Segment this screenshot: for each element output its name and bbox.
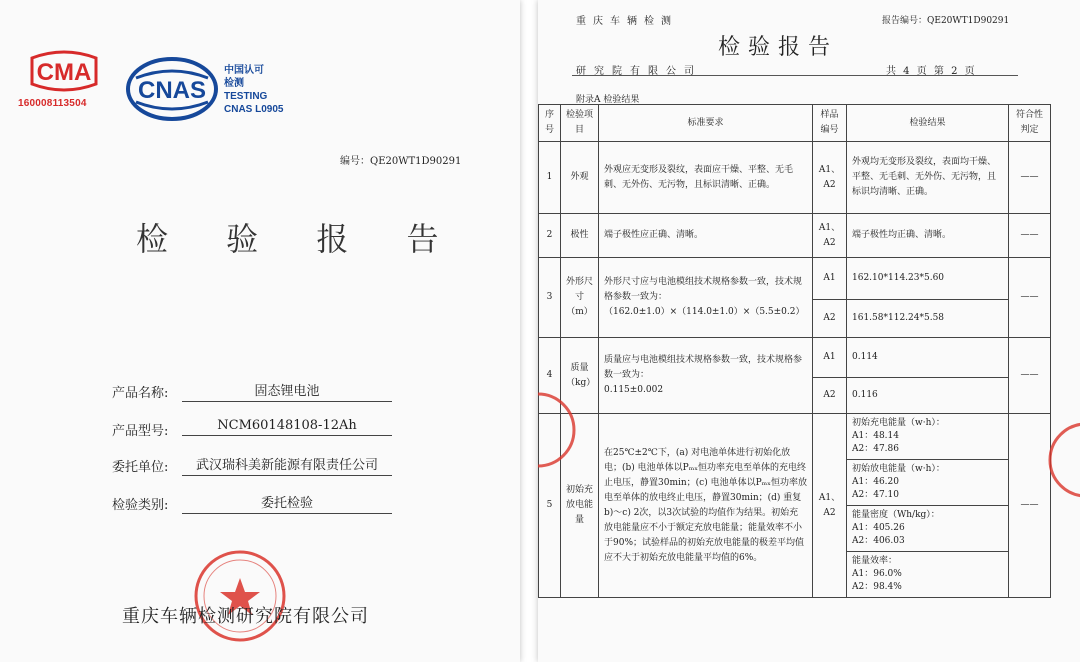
results-page xyxy=(538,0,1080,662)
test-result: 外观均无变形及裂纹，表面均干燥、平整、无毛刺、无外伤、无污物，且标识均清晰、正确。 xyxy=(847,142,1009,214)
energy-density-result xyxy=(847,506,1009,552)
result-value: A1：96.0% xyxy=(852,569,902,579)
test-item: 外形尺寸（m） xyxy=(561,258,599,338)
institute-line: 研究院有限公司 xyxy=(576,66,702,77)
test-result: 0.114 xyxy=(847,338,1009,378)
cover-page xyxy=(0,0,520,662)
judgement: —— xyxy=(1009,414,1051,598)
sample-id: A1、A2 xyxy=(813,142,847,214)
test-item: 外观 xyxy=(561,142,599,214)
result-value: A2：406.03 xyxy=(852,536,905,546)
cnas-line: CNAS L0905 xyxy=(224,104,284,115)
partial-seal-icon xyxy=(538,390,578,470)
field-client xyxy=(112,454,412,478)
charge-energy-result xyxy=(847,414,1009,460)
field-value: 委托检验 xyxy=(182,492,392,514)
result-label: 初始充电能量（w·h）： xyxy=(852,418,945,428)
header-cell: 样品编号 xyxy=(813,105,847,142)
report-number: 编号：QE20WT1D90291 xyxy=(340,156,462,167)
field-product-name xyxy=(112,380,412,404)
result-value: A1：48.14 xyxy=(852,431,899,441)
table-row xyxy=(539,338,1051,378)
result-value: A2：98.4% xyxy=(852,582,902,592)
result-value: A2：47.10 xyxy=(852,490,899,500)
cover-title: 检 验 报 告 xyxy=(136,220,463,258)
cnas-line: TESTING xyxy=(224,91,268,102)
field-inspection-type xyxy=(112,492,412,516)
judgement: —— xyxy=(1009,214,1051,258)
cma-logo xyxy=(26,50,102,92)
cnas-line: 检测 xyxy=(224,78,244,89)
header-cell: 标准要求 xyxy=(599,105,813,142)
requirement: 外形尺寸应与电池模组技术规格参数一致，技术规格参数一致为： （162.0±1.0）×（114.0±1.0）×（5.5±0.2） xyxy=(599,258,813,338)
requirement: 质量应与电池模组技术规格参数一致，技术规格参数一致为： 0.115±0.002 xyxy=(599,338,813,414)
field-label: 委托单位: xyxy=(112,460,169,475)
sample-id: A1、A2 xyxy=(813,214,847,258)
test-result: 0.116 xyxy=(847,378,1009,414)
inner-title: 检验报告 xyxy=(718,35,839,60)
sample-id: A2 xyxy=(813,300,847,338)
sample-id: A1 xyxy=(813,338,847,378)
field-product-model xyxy=(112,418,412,442)
cnas-logo xyxy=(126,56,218,122)
field-label: 产品名称: xyxy=(112,386,169,401)
sample-id: A2 xyxy=(813,378,847,414)
field-label: 产品型号: xyxy=(112,424,169,439)
header-cell: 检验结果 xyxy=(847,105,1009,142)
result-label: 能量效率： xyxy=(852,556,898,566)
header-divider xyxy=(572,75,1018,76)
table-header-row xyxy=(539,105,1051,142)
field-value: 固态锂电池 xyxy=(182,380,392,402)
header-cell: 符合性判定 xyxy=(1009,105,1051,142)
energy-efficiency-result xyxy=(847,552,1009,598)
field-value: 武汉瑞科美新能源有限责任公司 xyxy=(182,454,392,476)
row-number: 4 xyxy=(539,338,561,414)
requirement: 在25℃±2℃下，(a) 对电池单体进行初始化放电；(b) 电池单体以Pₘₓ恒功率充电至单体的充电终止电压，静置30min；(c) 电池单体以Pₘₓ恒功率放电至单体的放电终止电压，静置30min；(d) 重复b)～c) 2次，以3次试验的均值作为结果。初始充放电能量应不小于额定充放电能量；能量效率不小于90%；试验样品的初始充放电能量的极差平均值应不大于初始充放电能量平均值的6%。 xyxy=(599,414,813,598)
result-value: A1：405.26 xyxy=(852,523,905,533)
result-value: A2：47.86 xyxy=(852,444,899,454)
section-title: 附录A 检验结果 xyxy=(576,95,640,105)
result-label: 能量密度（Wh/kg）： xyxy=(852,510,940,520)
discharge-energy-result xyxy=(847,460,1009,506)
test-result: 162.10*114.23*5.60 xyxy=(847,258,1009,300)
judgement: —— xyxy=(1009,142,1051,214)
institute-line: 重庆车辆检测 xyxy=(576,16,678,27)
test-item: 极性 xyxy=(561,214,599,258)
cma-logo-text: CMA xyxy=(36,59,92,86)
partial-seal-icon xyxy=(1046,420,1080,500)
table-row xyxy=(539,214,1051,258)
header-cell: 检验项目 xyxy=(561,105,599,142)
table-row xyxy=(539,414,1051,460)
test-item: 质量（kg） xyxy=(561,338,599,414)
result-value: A1：46.20 xyxy=(852,477,899,487)
row-number: 3 xyxy=(539,258,561,338)
cma-number: 160008113504 xyxy=(18,98,87,109)
sample-id: A1 xyxy=(813,258,847,300)
test-item: 初始充放电能量 xyxy=(561,414,599,598)
page-count: 共 4 页 第 2 页 xyxy=(886,66,977,77)
judgement: —— xyxy=(1009,338,1051,414)
sample-id: A1、A2 xyxy=(813,414,847,598)
header-cell: 序号 xyxy=(539,105,561,142)
official-seal-icon xyxy=(192,548,288,644)
judgement: —— xyxy=(1009,258,1051,338)
requirement: 外观应无变形及裂纹，表面应干燥、平整、无毛刺、无外伤、无污物，且标识清晰、正确。 xyxy=(599,142,813,214)
cnas-line: 中国认可 xyxy=(224,65,264,76)
test-result: 端子极性均正确、清晰。 xyxy=(847,214,1009,258)
field-value: NCM60148108-12Ah xyxy=(182,418,392,436)
row-number: 1 xyxy=(539,142,561,214)
issuing-organization: 重庆车辆检测研究院有限公司 xyxy=(122,606,369,627)
cnas-logo-text: CNAS xyxy=(137,77,207,104)
row-number: 5 xyxy=(539,414,561,598)
test-result: 161.58*112.24*5.58 xyxy=(847,300,1009,338)
field-label: 检验类别: xyxy=(112,498,169,513)
table-row xyxy=(539,258,1051,300)
results-table xyxy=(538,104,1051,598)
cnas-accreditation xyxy=(224,64,283,116)
table-row xyxy=(539,142,1051,214)
row-number: 2 xyxy=(539,214,561,258)
result-label: 初始放电能量（w·h）： xyxy=(852,464,945,474)
requirement: 端子极性应正确、清晰。 xyxy=(599,214,813,258)
inner-report-number: 报告编号：QE20WT1D90291 xyxy=(882,16,1010,26)
